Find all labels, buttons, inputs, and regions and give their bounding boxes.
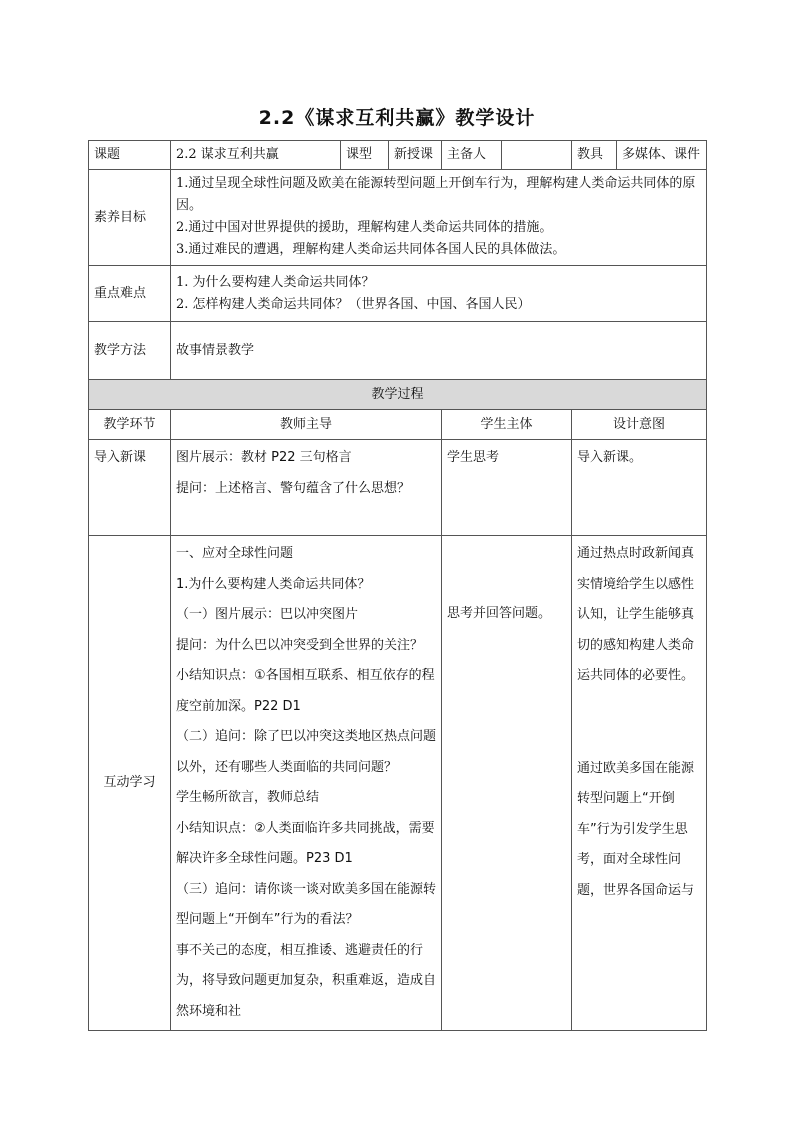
key-point-item: 1. 为什么要构建人类命运共同体？ bbox=[176, 274, 375, 290]
teacher-line: 提问：为什么巴以冲突受到全世界的关注？ bbox=[176, 637, 424, 653]
process-band-row bbox=[89, 380, 707, 410]
method-label: 教学方法 bbox=[89, 322, 171, 380]
goals-content bbox=[171, 170, 707, 266]
page-title: 2.2《谋求互利共赢》教学设计 bbox=[258, 107, 536, 129]
student-cell bbox=[442, 440, 572, 536]
tools-value: 多媒体、课件 bbox=[617, 141, 707, 170]
key-point-item: 2. 怎样构建人类命运共同体？（世界各国、中国、各国人民） bbox=[176, 296, 531, 312]
student-line: 学生思考 bbox=[447, 450, 500, 465]
table-row bbox=[89, 440, 707, 536]
type-label: 课型 bbox=[341, 141, 389, 170]
teacher-line: 小结知识点：②人类面临许多共同挑战，需要解决许多全球性问题。P23 D1 bbox=[176, 820, 435, 866]
method-row bbox=[89, 322, 707, 380]
teacher-line: （二）追问：除了巴以冲突这类地区热点问题以外，还有哪些人类面临的共同问题？ bbox=[176, 729, 437, 775]
key-points-label: 重点难点 bbox=[89, 266, 171, 322]
teacher-line: 图片展示：教材 P22 三句格言 bbox=[176, 450, 352, 465]
teacher-line: （三）追问：请你谈一谈对欧美多国在能源转型问题上“开倒车”行为的看法？ bbox=[176, 881, 437, 927]
student-line: 思考并回答问题。 bbox=[447, 606, 552, 621]
intent-cell bbox=[572, 536, 707, 1031]
preparer-value bbox=[502, 141, 572, 170]
method-value: 故事情景教学 bbox=[171, 322, 707, 380]
teacher-cell bbox=[171, 440, 442, 536]
goal-item: 3.通过难民的遭遇，理解构建人类命运共同体各国人民的具体做法。 bbox=[176, 242, 566, 257]
lesson-plan-table bbox=[88, 140, 707, 1031]
column-header: 设计意图 bbox=[572, 410, 707, 440]
type-value: 新授课 bbox=[389, 141, 442, 170]
teacher-line: 事不关己的态度，相互推诿、逃避责任的行为，将导致问题更加复杂，积重难返，造成自然环境和社 bbox=[176, 942, 437, 1019]
teacher-line: 学生畅所欲言，教师总结 bbox=[176, 790, 320, 805]
column-header: 教学环节 bbox=[89, 410, 171, 440]
goal-item: 2.通过中国对世界提供的援助，理解构建人类命运共同体的措施。 bbox=[176, 220, 553, 235]
stage-cell: 导入新课 bbox=[89, 440, 171, 536]
intent-line: 通过热点时政新闻真实情境给学生以感性认知，让学生能够真切的感知构建人类命运共同体的必要性。 bbox=[577, 546, 695, 683]
info-row bbox=[89, 141, 707, 170]
topic-label: 课题 bbox=[89, 141, 171, 170]
goal-item: 1.通过呈现全球性问题及欧美在能源转型问题上开倒车行为，理解构建人类命运共同体的原因。 bbox=[176, 176, 696, 213]
stage-cell: 互动学习 bbox=[89, 536, 171, 1031]
teacher-line: （一）图片展示：巴以冲突图片 bbox=[176, 607, 359, 622]
intent-line: 通过欧美多国在能源转型问题上“开倒车”行为引发学生思考，面对全球性问题，世界各国命运与 bbox=[577, 760, 695, 898]
teacher-cell bbox=[171, 536, 442, 1031]
student-cell bbox=[442, 536, 572, 1031]
goals-row bbox=[89, 170, 707, 266]
preparer-label: 主备人 bbox=[442, 141, 502, 170]
tools-label: 教具 bbox=[572, 141, 617, 170]
teacher-line: 提问：上述格言、警句蕴含了什么思想？ bbox=[176, 480, 411, 496]
intent-line: 导入新课。 bbox=[577, 450, 643, 465]
column-header: 学生主体 bbox=[442, 410, 572, 440]
column-header: 教师主导 bbox=[171, 410, 442, 440]
table-row bbox=[89, 536, 707, 1031]
topic-value: 2.2 谋求互利共赢 bbox=[171, 141, 341, 170]
teacher-line: 小结知识点：①各国相互联系、相互依存的程度空前加深。P22 D1 bbox=[176, 668, 435, 714]
column-header-row bbox=[89, 410, 707, 440]
process-title: 教学过程 bbox=[89, 380, 707, 410]
key-points-content bbox=[171, 266, 707, 322]
key-points-row bbox=[89, 266, 707, 322]
teacher-line: 一、应对全球性问题 bbox=[176, 546, 294, 561]
goals-label: 素养目标 bbox=[89, 170, 171, 266]
intent-cell bbox=[572, 440, 707, 536]
teacher-line: 1.为什么要构建人类命运共同体？ bbox=[176, 576, 371, 592]
